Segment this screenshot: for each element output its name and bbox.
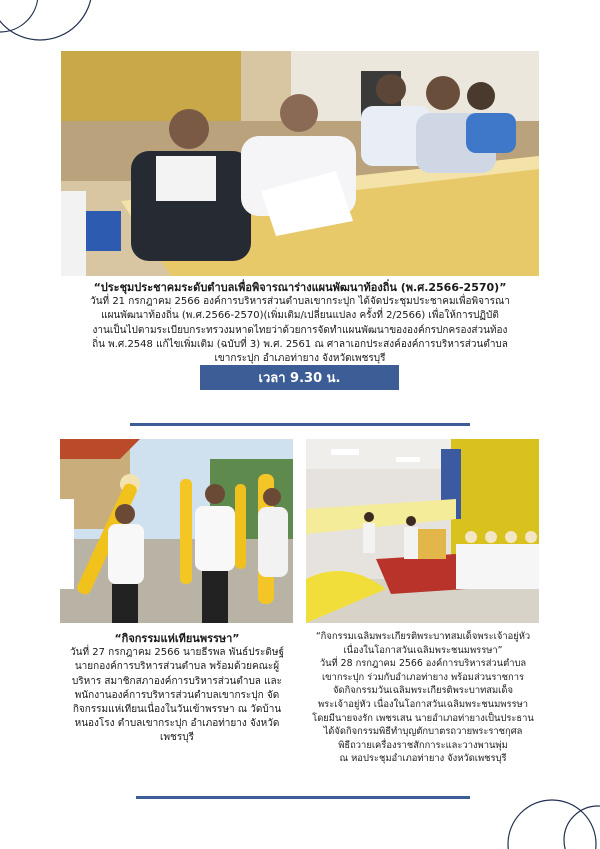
royal-line: พระเจ้าอยู่หัว เนื่องในโอกาสวันเฉลิมพระชนมพรรษา <box>318 698 528 710</box>
candle-line: เพชรบุรี <box>160 732 194 744</box>
royal-line: เขากระปุก ร่วมกับอำเภอท่ายาง พร้อมส่วนราชการ <box>321 671 525 683</box>
candle-line: นายกองค์การบริหารส่วนตำบล พร้อมด้วยคณะผู้ <box>74 661 280 673</box>
meeting-caption <box>58 281 542 366</box>
candle-line: กิจกรรมแห่เทียนเนื่องในวันเข้าพรรษา ณ วัดบ้าน <box>72 704 282 716</box>
divider-bottom <box>136 796 470 799</box>
candle-line: พนักงานองค์การบริหารส่วนตำบลเขากระปุก จัด <box>74 689 280 701</box>
royal-caption <box>303 630 543 766</box>
decorative-circle-bottom-right <box>500 790 600 849</box>
royal-line: โดยมีนายจงรัก เพชรเสน นายอำเภอท่ายางเป็นประธาน <box>312 712 534 724</box>
candle-line: หนองโรง ตำบลเขากระปุก อำเภอท่ายาง จังหวัด <box>74 718 280 730</box>
candle-caption <box>58 632 296 746</box>
meeting-line: เขากระปุก อำเภอท่ายาง จังหวัดเพชรบุรี <box>214 353 386 365</box>
meeting-line: วันที่ 21 กรกฎาคม 2566 องค์การบริหารส่วนตำบลเขากระปุก ได้จัดประชุมประชาคมเพื่อพิจารณา <box>90 296 510 308</box>
royal-line: ได้จัดกิจกรรมพิธีทำบุญตักบาตรถวายพระราชกุศล <box>323 726 523 738</box>
meeting-line: แผนพัฒนาท้องถิ่น (พ.ศ.2566-2570)(เพิ่มเติม/เปลี่ยนแปลง ครั้งที่ 2/2566) เพื่อให้การปฏิบัติ <box>101 310 499 322</box>
meeting-line: ถิ่น พ.ศ.2548 แก้ไขเพิ่มเติม (ฉบับที่ 3) พ.ศ. 2561 ณ ศาลาเอกประสงค์องค์การบริหารส่วนตำบล <box>92 338 508 350</box>
meeting-line: งานเป็นไปตามระเบียบกระทรวงมหาดไทยว่าด้วยการจัดทำแผนพัฒนาขององค์กรปกครองส่วนท้อง <box>92 324 508 336</box>
meeting-title: “ประชุมประชาคมระดับตำบลเพื่อพิจารณาร่างแผนพัฒนาท้องถิ่น (พ.ศ.2566-2570)” <box>93 281 507 294</box>
ceremony-hall-photo <box>306 439 539 623</box>
candle-line: บริหาร สมาชิกสภาองค์การบริหารส่วนตำบล และ <box>71 675 283 687</box>
royal-title-line: “กิจกรรมเฉลิมพระเกียรติพระบาทสมเด็จพระเจ้าอยู่หัว <box>315 631 531 642</box>
candle-line: วันที่ 27 กรกฎาคม 2566 นายธีรพล พันธ์ประดิษฐ์ <box>70 647 284 659</box>
divider-top <box>130 423 470 426</box>
candle-procession-photo <box>60 439 293 623</box>
royal-line: จัดกิจกรรมวันเฉลิมพระเกียรติพระบาทสมเด็จ <box>333 685 513 697</box>
royal-line: พิธีถวายเครื่องราชสักการะและวางพานพุ่ม <box>338 739 508 751</box>
time-badge: เวลา 9.30 น. <box>200 365 399 390</box>
meeting-photo <box>61 51 539 276</box>
candle-title: “กิจกรรมแห่เทียนพรรษา” <box>114 632 240 645</box>
royal-title-line: เนื่องในโอกาสวันเฉลิมพระชนมพรรษา” <box>343 644 503 656</box>
royal-line: ณ หอประชุมอำเภอท่ายาง จังหวัดเพชรบุรี <box>339 753 507 765</box>
royal-line: วันที่ 28 กรกฎาคม 2566 องค์การบริหารส่วนตำบล <box>319 658 527 670</box>
